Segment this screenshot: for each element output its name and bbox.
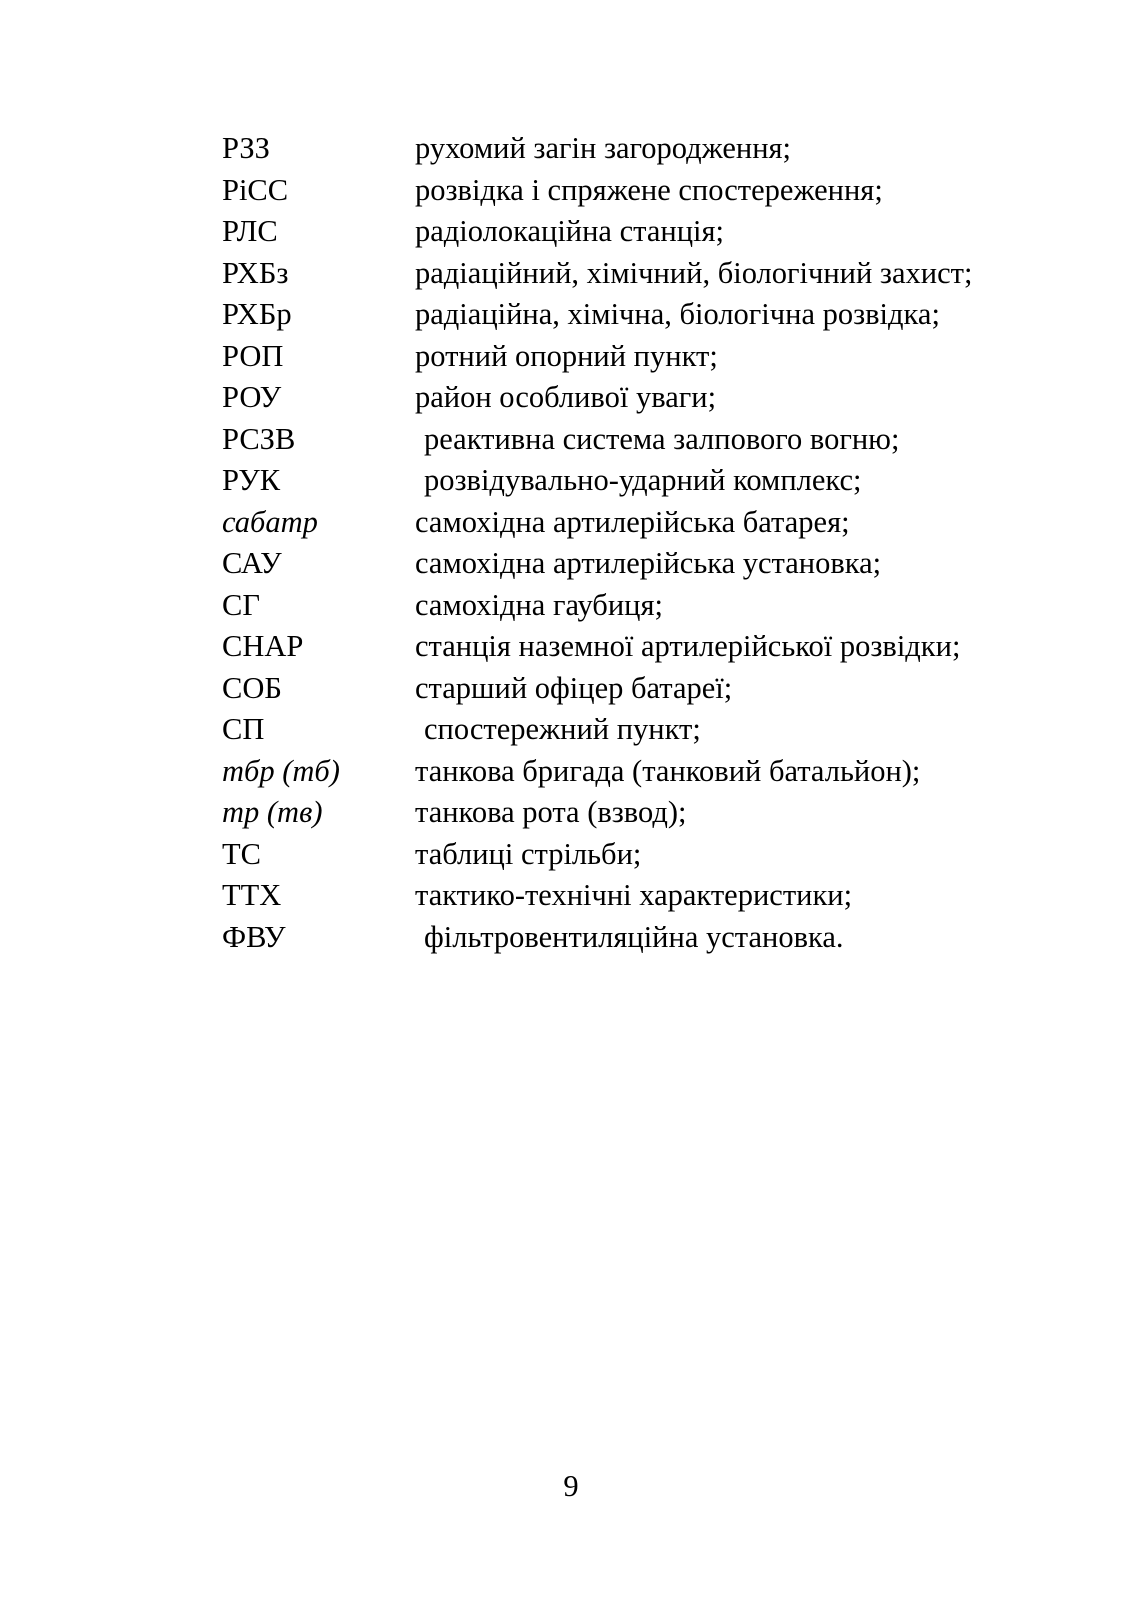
abbreviation-definition: тактико-технічні характеристики; [415, 878, 853, 912]
abbreviation-definition: розвідувально-ударний комплекс; [424, 463, 862, 497]
abbreviation-definition: радіаційна, хімічна, біологічна розвідка; [415, 297, 940, 331]
abbreviation-definition: радіаційний, хімічний, біологічний захист; [415, 255, 973, 290]
abbreviation-term: тр (тв) [222, 795, 323, 829]
abbreviation-term: ТС [222, 836, 261, 871]
abbreviation-entry [222, 626, 982, 668]
abbreviation-term: СОБ [222, 670, 282, 705]
abbreviation-term: РЗЗ [222, 131, 270, 165]
abbreviation-entry [222, 709, 982, 751]
abbreviation-list [222, 128, 982, 958]
abbreviation-entry [222, 128, 982, 170]
abbreviation-term: ФВУ [222, 919, 286, 954]
abbreviation-definition: розвідка і спряжене спостереження; [415, 172, 883, 207]
abbreviation-term: РЛС [222, 214, 278, 248]
abbreviation-term: РХБр [222, 297, 292, 331]
abbreviation-term: ТТХ [222, 878, 282, 912]
abbreviation-entry [222, 751, 982, 793]
page-number: 9 [563, 1469, 579, 1503]
abbreviation-entry [222, 336, 982, 378]
abbreviation-entry [222, 875, 982, 917]
abbreviation-entry [222, 377, 982, 419]
abbreviation-entry [222, 668, 982, 710]
abbreviation-term: сабатр [222, 504, 318, 539]
abbreviation-term: РХБз [222, 255, 289, 290]
abbreviation-definition: радіолокаційна станція; [415, 214, 724, 248]
abbreviation-entry [222, 585, 982, 627]
abbreviation-definition: рухомий загін загородження; [415, 131, 792, 165]
abbreviation-entry [222, 792, 982, 834]
abbreviation-definition: спостережний пункт; [424, 712, 701, 746]
abbreviation-definition: таблиці стрільби; [415, 836, 642, 871]
abbreviation-definition: реактивна система залпового вогню; [424, 421, 900, 456]
abbreviation-definition: самохідна артилерійська установка; [415, 546, 882, 580]
abbreviation-term: РУК [222, 463, 281, 497]
abbreviation-term: СНАР [222, 629, 304, 663]
abbreviation-term: тбр (тб) [222, 753, 340, 788]
abbreviation-definition: танкова бригада (танковий батальйон); [415, 753, 921, 788]
abbreviation-entry [222, 834, 982, 876]
abbreviation-entry [222, 502, 982, 544]
abbreviation-entry [222, 253, 982, 295]
abbreviation-term: СП [222, 712, 265, 746]
abbreviation-definition: ротний опорний пункт; [415, 338, 718, 373]
abbreviation-term: РОП [222, 338, 284, 373]
abbreviation-entry [222, 294, 982, 336]
abbreviation-entry [222, 543, 982, 585]
abbreviation-entry [222, 211, 982, 253]
abbreviation-definition: старший офіцер батареї; [415, 670, 733, 705]
abbreviation-term: РіСС [222, 172, 289, 207]
abbreviation-term: СГ [222, 587, 260, 622]
abbreviation-definition: самохідна гаубиця; [415, 587, 663, 622]
abbreviation-term: РОУ [222, 380, 282, 414]
abbreviation-entry [222, 419, 982, 461]
abbreviation-definition: район особливої уваги; [415, 380, 717, 414]
abbreviation-definition: станція наземної артилерійської розвідки; [415, 629, 961, 663]
abbreviation-term: САУ [222, 546, 282, 580]
abbreviation-definition: самохідна артилерійська батарея; [415, 504, 850, 539]
abbreviation-term: РСЗВ [222, 421, 296, 456]
abbreviation-definition: танкова рота (взвод); [415, 795, 687, 829]
abbreviation-definition: фільтровентиляційна установка. [424, 919, 844, 954]
abbreviation-entry [222, 170, 982, 212]
abbreviation-entry [222, 917, 982, 959]
abbreviation-entry [222, 460, 982, 502]
